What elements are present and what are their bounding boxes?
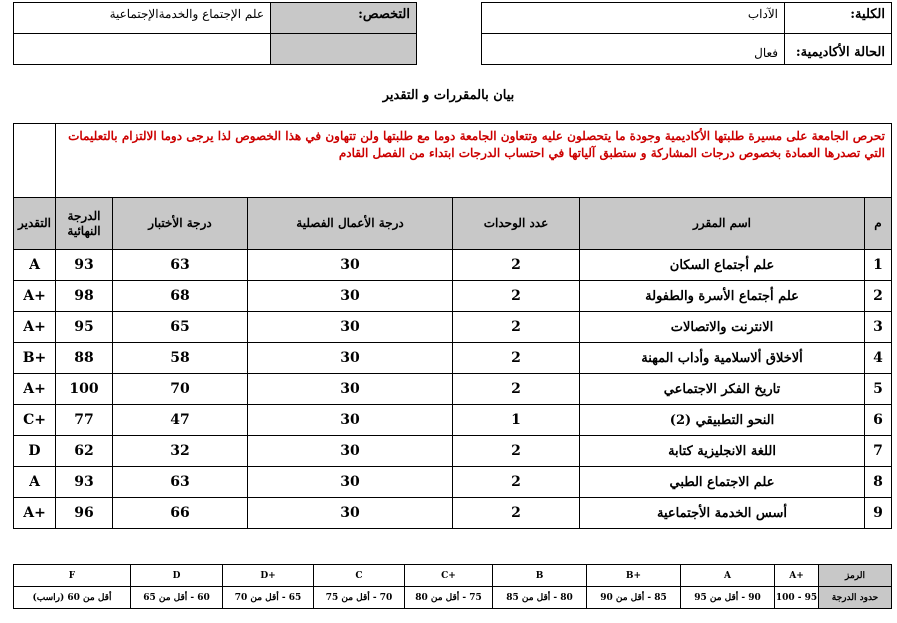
cell-grade: A <box>14 467 56 498</box>
cell-grade: A+ <box>14 374 56 405</box>
scale-symbol: B+ <box>587 565 681 587</box>
cell-exam: 68 <box>113 281 248 312</box>
cell-name: النحو التطبيقي (2) <box>580 405 865 436</box>
major-label: التخصص: <box>271 3 417 34</box>
table-row <box>14 436 892 467</box>
cell-final: 95 <box>56 312 113 343</box>
cell-name: الانترنت والاتصالات <box>580 312 865 343</box>
scale-symbol-label: الرمز <box>819 565 892 587</box>
table-row <box>14 374 892 405</box>
major-info-box <box>13 2 417 65</box>
header-num: م <box>865 198 892 250</box>
scale-symbol: C <box>314 565 405 587</box>
extra-value <box>14 34 271 65</box>
scale-symbol: A+ <box>775 565 819 587</box>
scale-symbol: F <box>14 565 131 587</box>
cell-exam: 63 <box>113 467 248 498</box>
cell-name: اللغة الانجليزية كتابة <box>580 436 865 467</box>
cell-grade: A+ <box>14 312 56 343</box>
cell-units: 2 <box>453 250 580 281</box>
table-row <box>14 467 892 498</box>
scale-range: 70 - أقل من 75 <box>314 587 405 609</box>
cell-name: علم أجتماع الأسرة والطفولة <box>580 281 865 312</box>
cell-exam: 47 <box>113 405 248 436</box>
cell-final: 98 <box>56 281 113 312</box>
cell-grade: A <box>14 250 56 281</box>
cell-name: ألاخلاق ألاسلامية وأداب المهنة <box>580 343 865 374</box>
cell-coursework: 30 <box>248 250 453 281</box>
table-row <box>14 281 892 312</box>
cell-units: 1 <box>453 405 580 436</box>
cell-units: 2 <box>453 343 580 374</box>
cell-final: 77 <box>56 405 113 436</box>
header-course: اسم المقرر <box>580 198 865 250</box>
status-value: فعال <box>482 34 785 65</box>
scale-symbol-row <box>14 565 892 587</box>
cell-num: 6 <box>865 405 892 436</box>
cell-exam: 32 <box>113 436 248 467</box>
cell-coursework: 30 <box>248 374 453 405</box>
cell-units: 2 <box>453 281 580 312</box>
extra-label-cell <box>271 34 417 65</box>
cell-name: تاريخ الفكر الاجتماعي <box>580 374 865 405</box>
scale-range-label: حدود الدرجة <box>819 587 892 609</box>
cell-grade: A+ <box>14 498 56 529</box>
cell-units: 2 <box>453 436 580 467</box>
scale-range: 85 - أقل من 90 <box>587 587 681 609</box>
header-grade: التقدير <box>14 198 56 250</box>
header-final: الدرجة النهائية <box>56 198 113 250</box>
cell-num: 1 <box>865 250 892 281</box>
cell-coursework: 30 <box>248 498 453 529</box>
college-info-box <box>481 2 892 65</box>
grading-scale-table <box>13 564 892 609</box>
cell-final: 93 <box>56 250 113 281</box>
table-row <box>14 343 892 374</box>
notice-corner-cell <box>14 124 56 198</box>
cell-exam: 70 <box>113 374 248 405</box>
section-title: بيان بالمقررات و التقدير <box>382 88 515 103</box>
cell-grade: A+ <box>14 281 56 312</box>
cell-coursework: 30 <box>248 405 453 436</box>
cell-num: 3 <box>865 312 892 343</box>
cell-exam: 65 <box>113 312 248 343</box>
scale-range: أقل من 60 (راسب) <box>14 587 131 609</box>
header-units: عدد الوحدات <box>453 198 580 250</box>
cell-exam: 58 <box>113 343 248 374</box>
cell-units: 2 <box>453 498 580 529</box>
cell-exam: 63 <box>113 250 248 281</box>
cell-coursework: 30 <box>248 312 453 343</box>
table-row <box>14 312 892 343</box>
scale-symbol: D+ <box>223 565 314 587</box>
courses-table <box>13 123 892 529</box>
cell-coursework: 30 <box>248 467 453 498</box>
cell-name: علم الاجتماع الطبي <box>580 467 865 498</box>
cell-final: 93 <box>56 467 113 498</box>
cell-num: 7 <box>865 436 892 467</box>
cell-units: 2 <box>453 467 580 498</box>
cell-final: 88 <box>56 343 113 374</box>
table-row <box>14 250 892 281</box>
scale-symbol: B <box>493 565 587 587</box>
scale-range: 65 - أقل من 70 <box>223 587 314 609</box>
cell-grade: B+ <box>14 343 56 374</box>
header-coursework: درجة الأعمال الفصلية <box>248 198 453 250</box>
cell-coursework: 30 <box>248 343 453 374</box>
scale-range: 80 - أقل من 85 <box>493 587 587 609</box>
cell-final: 62 <box>56 436 113 467</box>
cell-num: 5 <box>865 374 892 405</box>
cell-name: أسس الخدمة الأجتماعية <box>580 498 865 529</box>
scale-range: 60 - أقل من 65 <box>131 587 223 609</box>
table-row <box>14 405 892 436</box>
cell-units: 2 <box>453 374 580 405</box>
scale-symbol: D <box>131 565 223 587</box>
cell-coursework: 30 <box>248 436 453 467</box>
notice-text: تحرص الجامعة على مسيرة طلبتها الأكاديمية وجودة ما يتحصلون عليه وتتعاون الجامعة دوما مع طلبتها ولن تتهاون في هذا الخصوص لذا يرجى دوما الالتزام بالتعليمات التي تصدرها العمادة بخصوص درجات المشاركة و ستطبق آلياتها في احتساب الدرجات ابتداء من الفصل القادم <box>56 124 892 198</box>
table-row <box>14 498 892 529</box>
cell-grade: C+ <box>14 405 56 436</box>
header-exam: درجة الأختبار <box>113 198 248 250</box>
college-label: الكلية: <box>785 3 892 34</box>
cell-exam: 66 <box>113 498 248 529</box>
cell-num: 9 <box>865 498 892 529</box>
scale-range: 75 - أقل من 80 <box>405 587 493 609</box>
major-value: علم الإجتماع والخدمةالإجتماعية <box>14 3 271 34</box>
cell-name: علم أجتماع السكان <box>580 250 865 281</box>
cell-units: 2 <box>453 312 580 343</box>
scale-range: 90 - أقل من 95 <box>681 587 775 609</box>
scale-symbol: C+ <box>405 565 493 587</box>
status-label: الحالة الأكاديمية: <box>785 34 892 65</box>
scale-symbol: A <box>681 565 775 587</box>
cell-coursework: 30 <box>248 281 453 312</box>
cell-grade: D <box>14 436 56 467</box>
cell-num: 8 <box>865 467 892 498</box>
scale-range: 95 - 100 <box>775 587 819 609</box>
cell-num: 4 <box>865 343 892 374</box>
course-rows <box>14 250 892 529</box>
cell-num: 2 <box>865 281 892 312</box>
college-value: الآداب <box>482 3 785 34</box>
cell-final: 96 <box>56 498 113 529</box>
cell-final: 100 <box>56 374 113 405</box>
scale-range-row <box>14 587 892 609</box>
